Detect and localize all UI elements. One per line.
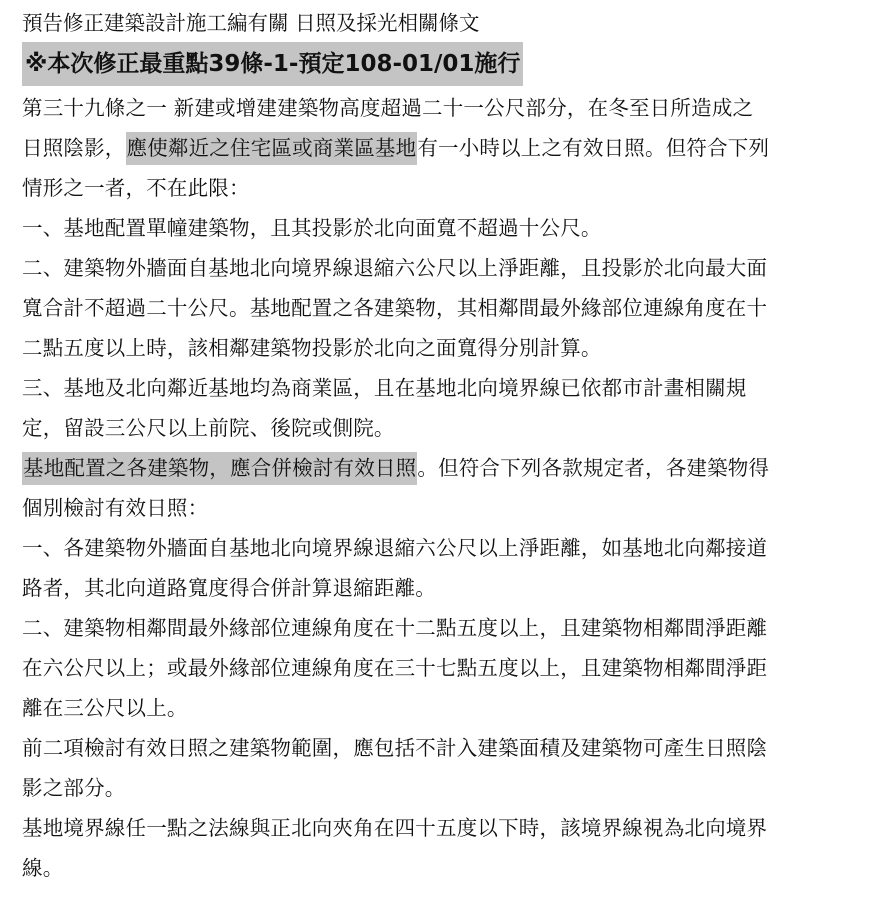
paragraph1-line1: 第三十九條之一 新建或增建建築物高度超過二十一公尺部分，在冬至日所造成之 <box>22 96 754 120</box>
item2-line3: 二點五度以上時，該相鄰建築物投影於北向之面寬得分別計算。 <box>22 336 602 360</box>
highlight-combined-review: 基地配置之各建築物，應合併檢討有效日照 <box>22 452 417 485</box>
paragraph1-line2-post: 有一小時以上之有效日照。但符合下列 <box>417 136 770 160</box>
headline-highlight: ※本次修正最重點39條-1-預定108-01/01施行 <box>22 42 523 86</box>
paragraph2-line2: 個別檢討有效日照： <box>22 496 209 520</box>
item2-line1: 二、建築物外牆面自基地北向境界線退縮六公尺以上淨距離，且投影於北向最大面 <box>22 256 768 280</box>
item2-line2: 寬合計不超過二十公尺。基地配置之各建築物，其相鄰間最外緣部位連線角度在十 <box>22 296 768 320</box>
paragraph3-line1: 前二項檢討有效日照之建築物範圍，應包括不計入建築面積及建築物可產生日照陰 <box>22 736 768 760</box>
paragraph4-line1: 基地境界線任一點之法線與正北向夾角在四十五度以下時，該境界線視為北向境界 <box>22 816 768 840</box>
item5-line3: 離在三公尺以上。 <box>22 696 188 720</box>
paragraph1-line3: 情形之一者，不在此限： <box>22 176 250 200</box>
document <box>22 6 862 888</box>
item3-line1: 三、基地及北向鄰近基地均為商業區，且在基地北向境界線已依都市計畫相關規 <box>22 376 747 400</box>
item3-line2: 定，留設三公尺以上前院、後院或側院。 <box>22 416 395 440</box>
document-title: 預告修正建築設計施工編有關 日照及採光相關條文 <box>22 11 480 35</box>
headline-row <box>22 40 862 88</box>
item4-line2: 路者，其北向道路寬度得合併計算退縮距離。 <box>22 576 436 600</box>
paragraph4-line2: 線。 <box>22 856 64 880</box>
highlight-residential-commercial: 應使鄰近之住宅區或商業區基地 <box>126 132 418 165</box>
item4-line1: 一、各建築物外牆面自基地北向境界線退縮六公尺以上淨距離，如基地北向鄰接道 <box>22 536 768 560</box>
paragraph2-line1 <box>22 448 862 488</box>
item1-line1: 一、基地配置單幢建築物，且其投影於北向面寬不超過十公尺。 <box>22 216 602 240</box>
item5-line2: 在六公尺以上；或最外緣部位連線角度在三十七點五度以上，且建築物相鄰間淨距 <box>22 656 768 680</box>
paragraph1-line2 <box>22 128 862 168</box>
paragraph3-line2: 影之部分。 <box>22 776 126 800</box>
item5-line1: 二、建築物相鄰間最外緣部位連線角度在十二點五度以上，且建築物相鄰間淨距離 <box>22 616 768 640</box>
paragraph1-line2-pre: 日照陰影， <box>22 136 126 160</box>
paragraph2-line1-post: 。但符合下列各款規定者，各建築物得 <box>417 456 770 480</box>
